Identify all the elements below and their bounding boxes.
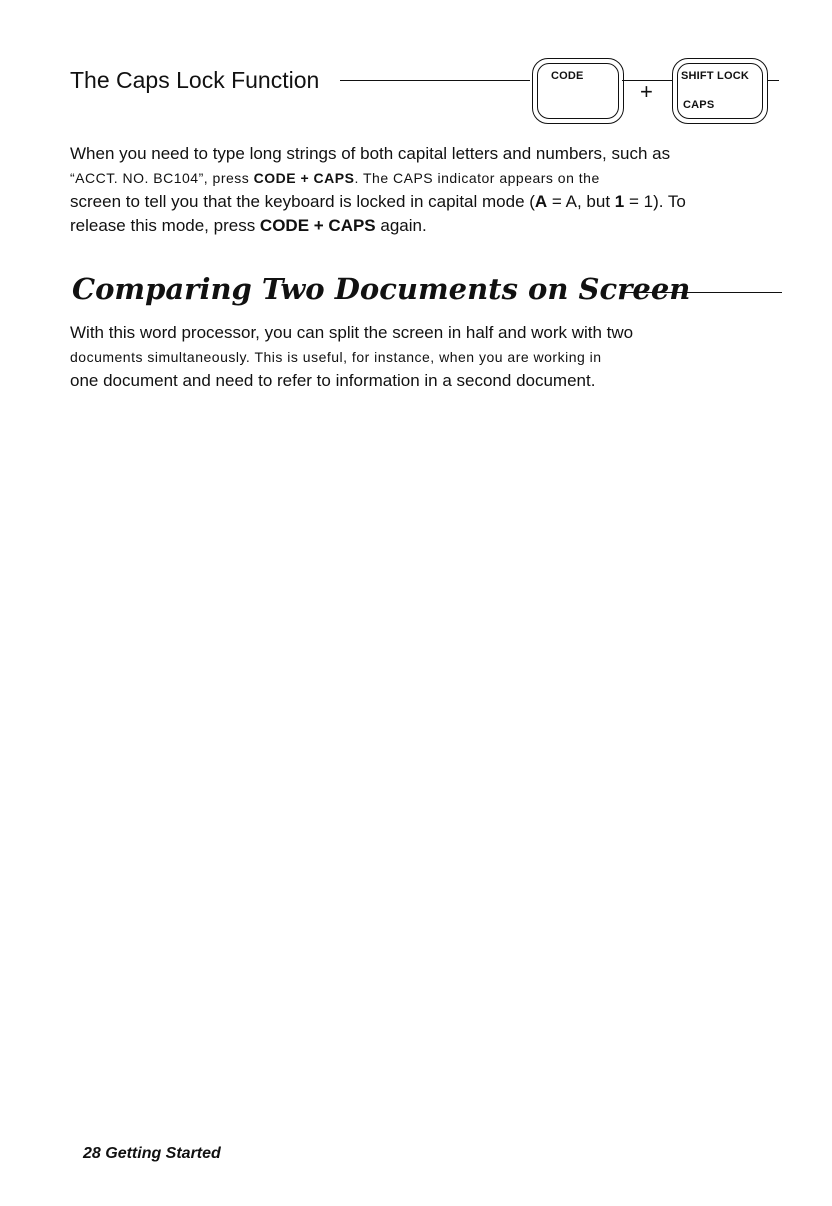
comparing-documents-rule <box>624 292 782 293</box>
shift-lock-label: SHIFT LOCK <box>681 70 749 82</box>
caps-lock-paragraph <box>70 142 782 238</box>
caps-line-4-a: release this mode, press <box>70 216 260 235</box>
code-key-icon <box>532 58 624 124</box>
caps-line-1: When you need to type long strings of both capital letters and numbers, such as <box>70 144 671 163</box>
caps-line-3-d: = 1). To <box>624 192 686 211</box>
page-footer: 28 Getting Started <box>83 1145 221 1162</box>
caps-line-3-text: screen to tell you that the keyboard is locked in capital mode ( <box>70 192 535 211</box>
caps-line-3 <box>70 190 782 214</box>
caps-line-3-c: 1 <box>614 192 625 211</box>
comparing-documents-title: Comparing Two Documents on Screen <box>72 272 691 306</box>
end-rule <box>767 80 779 81</box>
shift-lock-key-icon <box>672 58 768 124</box>
caps-label: CAPS <box>683 99 715 111</box>
plus-sign: + <box>640 79 653 104</box>
caps-line-2-a: “ACCT. NO. BC104”, press <box>70 170 254 186</box>
caps-lock-title: The Caps Lock Function <box>70 67 320 93</box>
comparing-documents-paragraph <box>70 321 782 393</box>
comparing-documents-heading <box>72 271 784 313</box>
caps-line-3-b: = A, but <box>547 192 615 211</box>
caps-line-4 <box>70 214 782 238</box>
caps-line-2 <box>70 166 782 190</box>
caps-line-4-c: again. <box>375 216 427 235</box>
caps-line-2-key-combo: CODE + CAPS <box>253 170 355 186</box>
caps-line-2-c: . The CAPS indicator appears on the <box>354 170 600 186</box>
caps-line-4-key-combo: CODE + CAPS <box>259 216 376 235</box>
caps-lock-heading <box>70 66 782 136</box>
compare-line-1: With this word processor, you can split the screen in half and work with two <box>70 323 634 342</box>
compare-line-3: one document and need to refer to information in a second document. <box>70 371 596 390</box>
caps-line-3-a: A <box>534 192 548 211</box>
code-key-label: CODE <box>551 70 584 82</box>
heading-rule <box>340 80 530 81</box>
compare-line-2: documents simultaneously. This is useful, for instance, when you are working in <box>70 349 602 365</box>
between-keys-rule <box>622 80 672 81</box>
